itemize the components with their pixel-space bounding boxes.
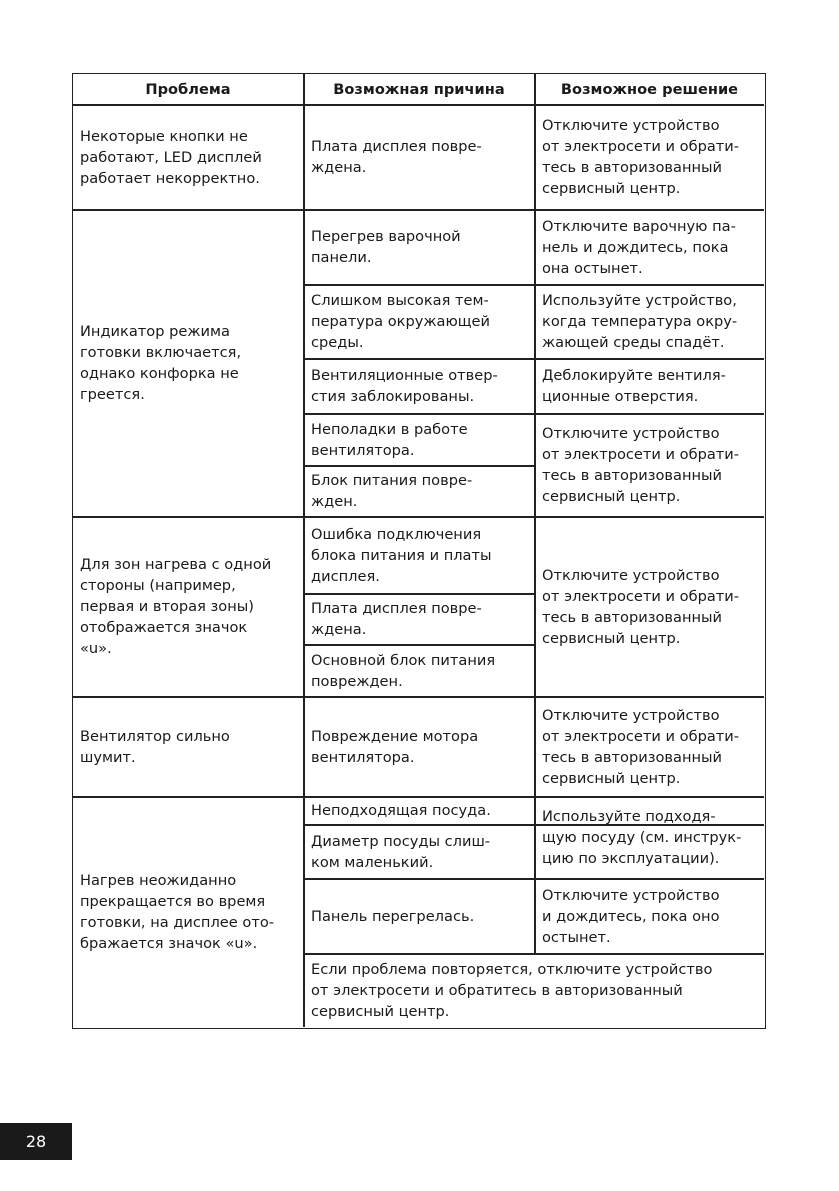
note-cell: Если проблема повторяется, отключите устройство от электросети и обратитесь в авторизованный сервисный центр. bbox=[311, 961, 713, 1020]
solution-cell: Отключите устройство от электросети и обрати- тесь в авторизованный сервисный центр. bbox=[542, 566, 740, 647]
solution-cell: Используйте подходя- щую посуду (см. инструк- цию по эксплуатации). bbox=[542, 808, 742, 867]
cause-cell: Блок питания повре- жден. bbox=[311, 472, 473, 510]
cause-cell: Вентиляционные отвер- стия заблокированы. bbox=[311, 367, 498, 405]
solution-cell: Деблокируйте вентиля- ционные отверстия. bbox=[542, 367, 726, 405]
problem-cell: Для зон нагрева с одной стороны (например, первая и вторая зоны) отображается значок «u». bbox=[80, 556, 272, 657]
cause-cell: Панель перегрелась. bbox=[311, 907, 475, 925]
problem-cell: Некоторые кнопки не работают, LED дисплей работает некорректно. bbox=[80, 127, 262, 187]
problem-cell: Нагрев неожиданно прекращается во время готовки, на дисплее ото- бражается значок «u». bbox=[80, 872, 275, 952]
cause-cell: Неподходящая посуда. bbox=[311, 802, 491, 819]
solution-cell: Отключите варочную па- нель и дождитесь, пока она остынет. bbox=[542, 217, 736, 277]
problem-cell: Индикатор режима готовки включается, однако конфорка не греется. bbox=[80, 323, 242, 403]
cause-cell: Повреждение мотора вентилятора. bbox=[311, 727, 479, 766]
solution-cell: Отключите устройство и дождитесь, пока оно остынет. bbox=[542, 886, 720, 946]
cause-cell: Неполадки в работе вентилятора. bbox=[311, 420, 468, 459]
solution-cell: Отключите устройство от электросети и обрати- тесь в авторизованный сервисный центр. bbox=[542, 706, 740, 787]
header-problem: Проблема bbox=[145, 81, 231, 98]
page-number: 28 bbox=[0, 1123, 72, 1160]
cause-cell: Плата дисплея повре- ждена. bbox=[311, 138, 482, 176]
cause-cell: Диаметр посуды слиш- ком маленький. bbox=[311, 832, 491, 871]
cause-cell: Основной блок питания поврежден. bbox=[311, 651, 496, 690]
cause-cell: Перегрев варочной панели. bbox=[311, 228, 461, 266]
cause-cell: Слишком высокая тем- пература окружающей среды. bbox=[311, 292, 490, 351]
cause-cell: Плата дисплея повре- ждена. bbox=[311, 600, 482, 638]
header-cause: Возможная причина bbox=[333, 81, 505, 98]
solution-cell: Используйте устройство, когда температура окру- жающей среды спадёт. bbox=[542, 292, 738, 351]
solution-cell: Отключите устройство от электросети и обрати- тесь в авторизованный сервисный центр. bbox=[542, 425, 740, 505]
cause-cell: Ошибка подключения блока питания и платы дисплея. bbox=[311, 525, 492, 585]
troubleshooting-table bbox=[72, 73, 766, 1029]
problem-cell: Вентилятор сильно шумит. bbox=[80, 727, 230, 766]
header-solution: Возможное решение bbox=[560, 81, 739, 98]
solution-cell: Отключите устройство от электросети и обрати- тесь в авторизованный сервисный центр. bbox=[542, 117, 740, 197]
